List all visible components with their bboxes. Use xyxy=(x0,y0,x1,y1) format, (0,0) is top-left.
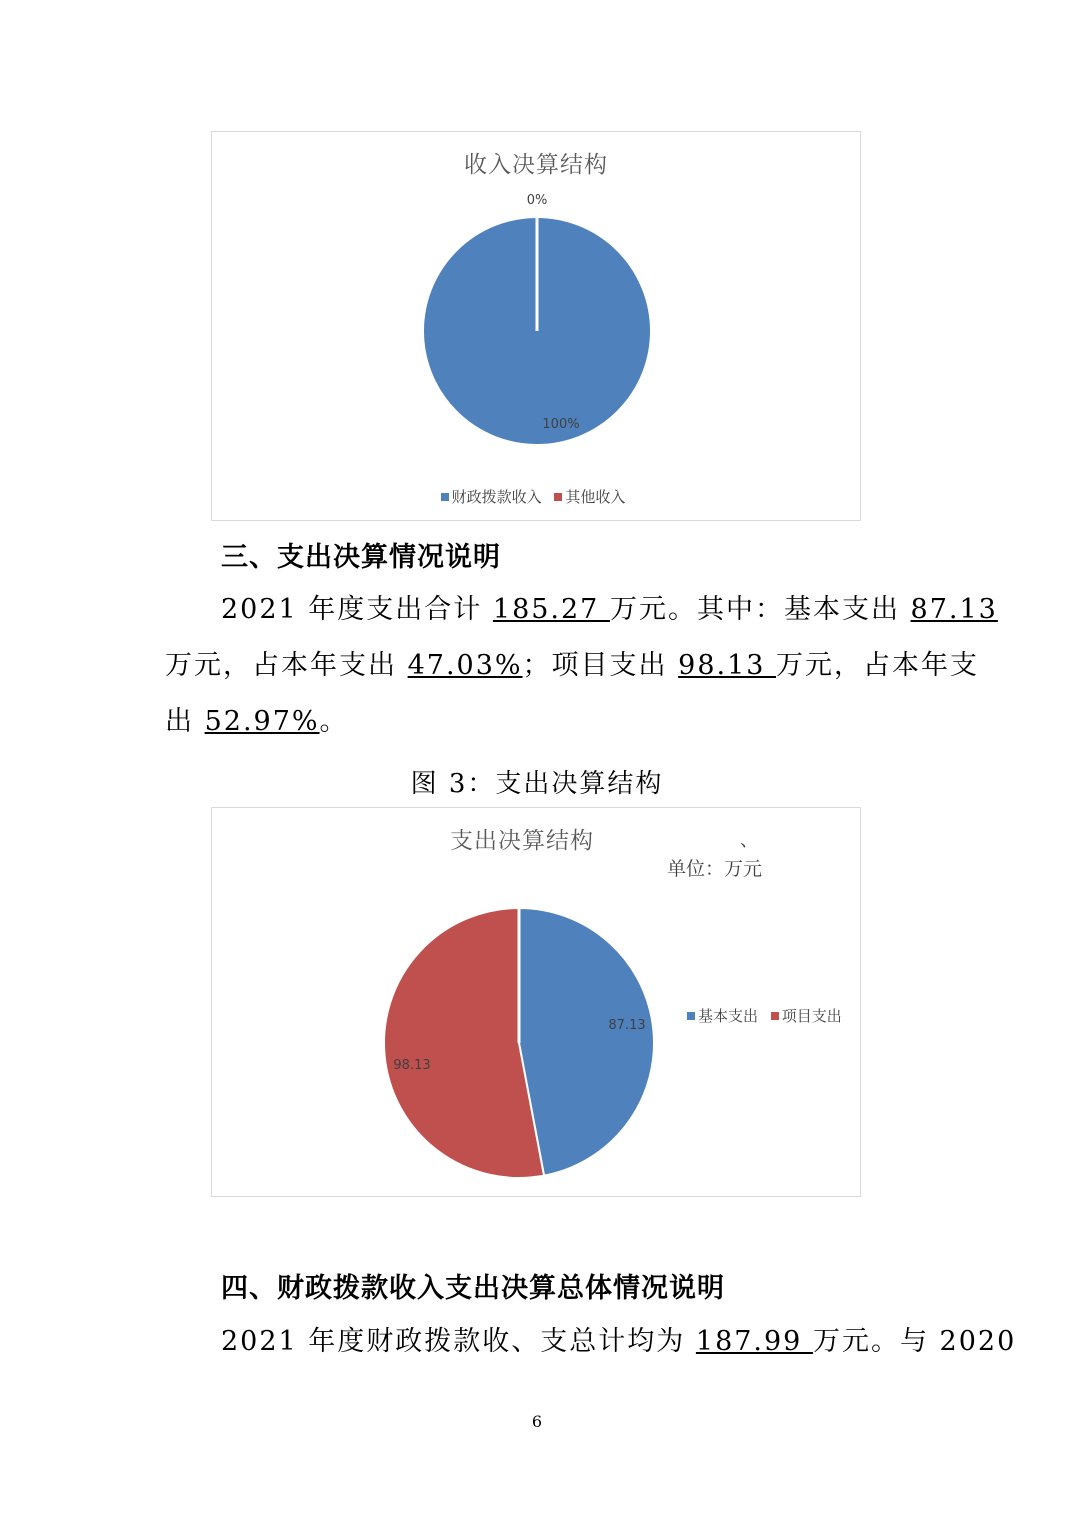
paragraph-line xyxy=(165,582,998,638)
text: 出 xyxy=(165,706,205,737)
text: ；项目支出 xyxy=(522,650,679,681)
data-label-1: 0% xyxy=(526,193,548,208)
pie-slice-0 xyxy=(519,908,654,1176)
paragraph-line xyxy=(165,638,980,694)
page-number: 6 xyxy=(531,1412,543,1431)
section3-paragraph xyxy=(165,582,998,750)
data-label-0: 87.13 xyxy=(608,1018,646,1033)
total-expenditure-value: 185.27 xyxy=(492,594,610,625)
text: 2021 年度财政拨款收、支总计均为 xyxy=(221,1326,696,1357)
unit-label: 单位：万元 xyxy=(667,858,763,880)
project-expenditure-value: 98.13 xyxy=(678,650,777,681)
legend-item-basic xyxy=(687,1005,758,1026)
legend-item-project xyxy=(771,1005,842,1026)
paragraph-line xyxy=(165,694,915,750)
text: 万元。其中：基本支出 xyxy=(609,594,911,625)
legend-swatch-blue xyxy=(687,1012,695,1020)
income-pie-svg xyxy=(212,132,862,522)
legend-label: 财政拨款收入 xyxy=(451,488,542,506)
basic-expenditure-value: 87.13 xyxy=(910,594,998,625)
expenditure-pie-svg xyxy=(212,808,862,1198)
chart-title: 收入决算结构 xyxy=(464,152,608,178)
legend-swatch-blue xyxy=(441,493,449,501)
paragraph-line xyxy=(165,1314,1017,1370)
section-heading-3: 三、支出决算情况说明 xyxy=(221,542,501,573)
chart-legend xyxy=(687,1005,850,1026)
text: 万元，占本年支 xyxy=(776,650,980,681)
fiscal-total-value: 187.99 xyxy=(695,1326,813,1357)
legend-label: 基本支出 xyxy=(698,1007,759,1025)
legend-label: 其他收入 xyxy=(565,488,626,506)
text: 万元，占本年支出 xyxy=(165,650,408,681)
text: 万元。与 2020 xyxy=(812,1326,1017,1357)
data-label-1: 98.13 xyxy=(393,1058,431,1073)
income-structure-chart xyxy=(211,131,861,521)
section-heading-4: 四、财政拨款收入支出决算总体情况说明 xyxy=(221,1273,725,1304)
data-label-0: 100% xyxy=(542,417,580,432)
legend-item-other xyxy=(554,486,625,507)
legend-label: 项目支出 xyxy=(781,1007,842,1025)
text: 。 xyxy=(319,706,349,737)
chart-title: 支出决算结构 xyxy=(450,828,594,854)
chart-legend xyxy=(212,486,862,507)
project-share-value: 52.97% xyxy=(204,706,320,737)
section4-paragraph xyxy=(165,1314,1017,1370)
legend-swatch-red xyxy=(554,493,562,501)
figure-caption: 图 3：支出决算结构 xyxy=(410,769,664,799)
legend-swatch-red xyxy=(771,1012,779,1020)
text: 2021 年度支出合计 xyxy=(221,594,493,625)
expenditure-structure-chart xyxy=(211,807,861,1197)
legend-item-fiscal xyxy=(441,486,542,507)
stray-mark: 、 xyxy=(740,830,758,851)
basic-share-value: 47.03% xyxy=(407,650,523,681)
